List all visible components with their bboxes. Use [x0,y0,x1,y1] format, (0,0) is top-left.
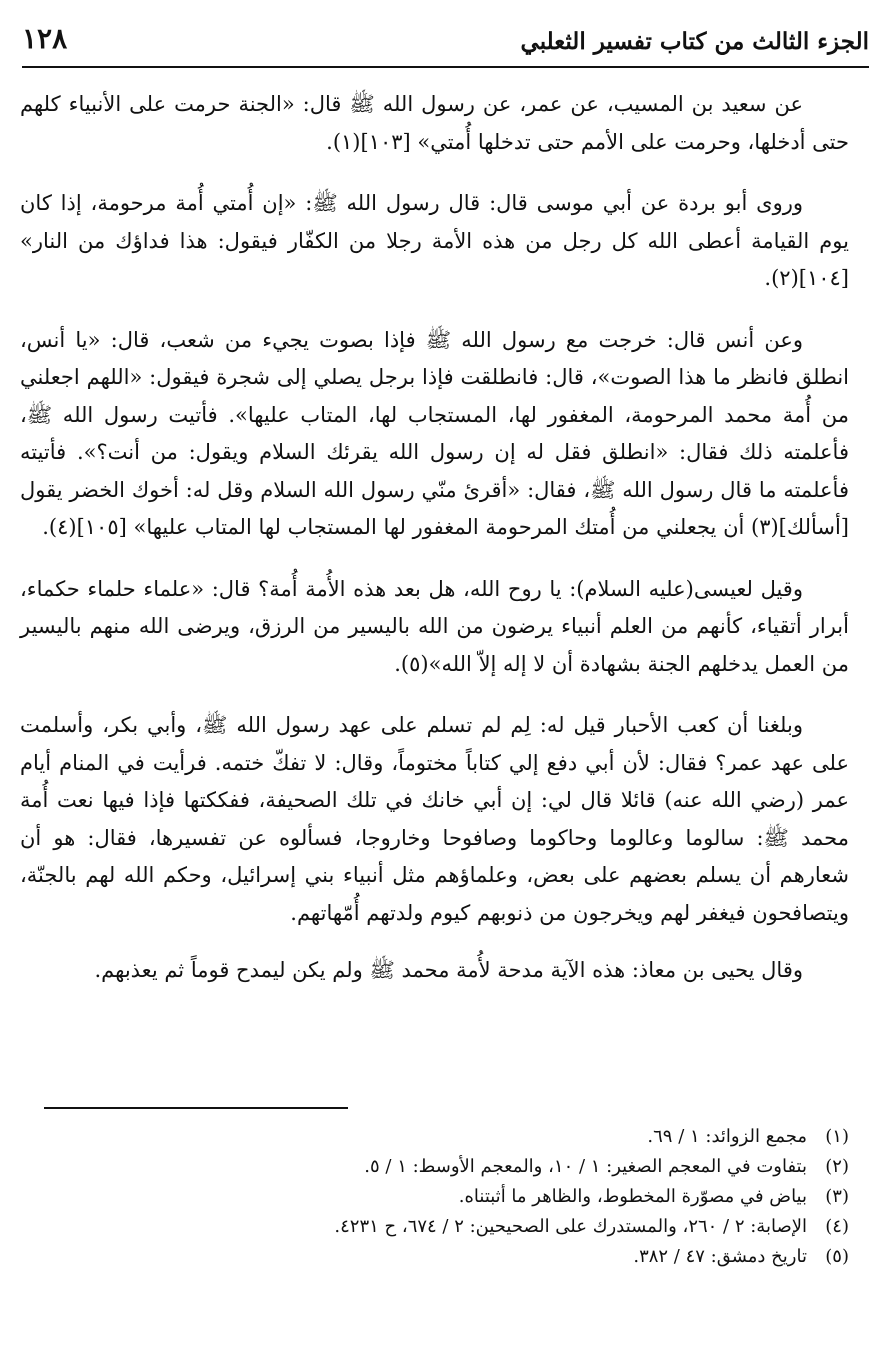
page-number: ١٢٨ [22,22,68,55]
paragraph-2: وروى أبو بردة عن أبي موسى قال: قال رسول الله ﷺ: «إن أُمتي أُمة مرحومة، إذا كان يوم القيامة أعطى الله كل رجل من هذه الأمة رجلا من الكفّار فيقول: هذا فداؤك من النار» [١٠٤](٢). [20,191,849,290]
main-text [20,86,849,1014]
footnote [24,1182,849,1212]
footnote-number: (٢) [825,1156,849,1177]
footnote [24,1122,849,1152]
paragraph-1: عن سعيد بن المسيب، عن عمر، عن رسول الله ﷺ قال: «الجنة حرمت على الأنبياء كلهم حتى أدخلها، وحرمت على الأمم حتى تدخلها أُمتي» [١٠٣](١). [20,92,849,154]
paragraph-3: وعن أنس قال: خرجت مع رسول الله ﷺ فإذا بصوت يجيء من شعب، قال: «يا أنس، انطلق فانظر ما هذا الصوت»، قال: فانطلقت فإذا برجل يصلي إلى شجرة فيقول: «اللهم اجعلني من أُمة محمد المرحومة، المغفور لها، المستجاب لها، المتاب عليها». فأتيت رسول الله ﷺ، فأعلمته ذلك فقال: «انطلق فقل له إن رسول الله يقرئك السلام ويقول: من أنت؟». فأتيته فأعلمته ما قال رسول الله ﷺ، فقال: «أقرئ منّي رسول الله السلام وقل له: أخوك الخضر يقول [أسألك](٣) أن يجعلني من أُمتك المرحومة المغفور لها المستجاب لها المتاب عليها» [١٠٥](٤). [20,327,849,539]
footnote-number: (٣) [825,1186,849,1207]
footnote [24,1152,849,1182]
page-header [22,22,869,66]
footnote-text: مجمع الزوائد: ١ / ٦٩. [647,1126,807,1147]
running-title: الجزء الثالث من كتاب تفسير الثعلبي [520,28,869,55]
footnote-separator [44,1107,348,1109]
footnote-text: بتفاوت في المعجم الصغير: ١ / ١٠، والمعجم الأوسط: ١ / ٥. [364,1156,807,1177]
footnote [24,1242,849,1272]
footnote-number: (٤) [825,1216,849,1237]
footnote [24,1212,849,1242]
footnote-number: (١) [825,1126,849,1147]
paragraph-6: وقال يحيى بن معاذ: هذه الآية مدحة لأُمة محمد ﷺ ولم يكن ليمدح قوماً ثم يعذبهم. [94,958,803,982]
footnote-text: بياض في مصوّرة المخطوط، والظاهر ما أثبتناه. [458,1186,807,1207]
footnote-text: الإصابة: ٢ / ٢٦٠، والمستدرك على الصحيحين: ٢ / ٦٧٤، ح ٤٢٣١. [334,1216,807,1237]
footnotes [24,1122,849,1272]
footnote-number: (٥) [825,1246,849,1267]
paragraph-5: وبلغنا أن كعب الأحبار قيل له: لِم لم تسلم على عهد رسول الله ﷺ، وأبي بكر، وأسلمت على عهد عمر؟ فقال: لأن أبي دفع إلي كتاباً مختوماً، وقال: لا تفكّ ختمه. فرأيت في المنام أيام عمر (رضي الله عنه) قائلا قال لي: إن أبي خانك في تلك الصحيفة، ففككتها فإذا فيها نعت أُمة محمد ﷺ: سالوما وعالوما وحاكوما وصافوحا وخاروجا، فسألوه عن تفسيرها، فقال: هو أن شعارهم أن يسلم بعضهم على بعض، وعلماؤهم مثل أنبياء بني إسرائيل، وحكم الله لهم بالجنّة، ويتصافحون فيغفر لهم ويخرجون من ذنوبهم كيوم ولدتهم أُمّهاتهم. [20,713,849,925]
footnote-text: تاريخ دمشق: ٤٧ / ٣٨٢. [633,1246,807,1267]
paragraph-4: وقيل لعيسى(عليه السلام): يا روح الله، هل بعد هذه الأُمة أُمة؟ قال: «علماء حلماء حكماء، أبرار أتقياء، كأنهم من العلم أنبياء يرضون من الله باليسير من الرزق، ويرضى الله منهم باليسير من العمل يدخلهم الجنة بشهادة أن لا إله إلاّ الله»(٥). [20,576,849,676]
header-rule [22,66,869,68]
